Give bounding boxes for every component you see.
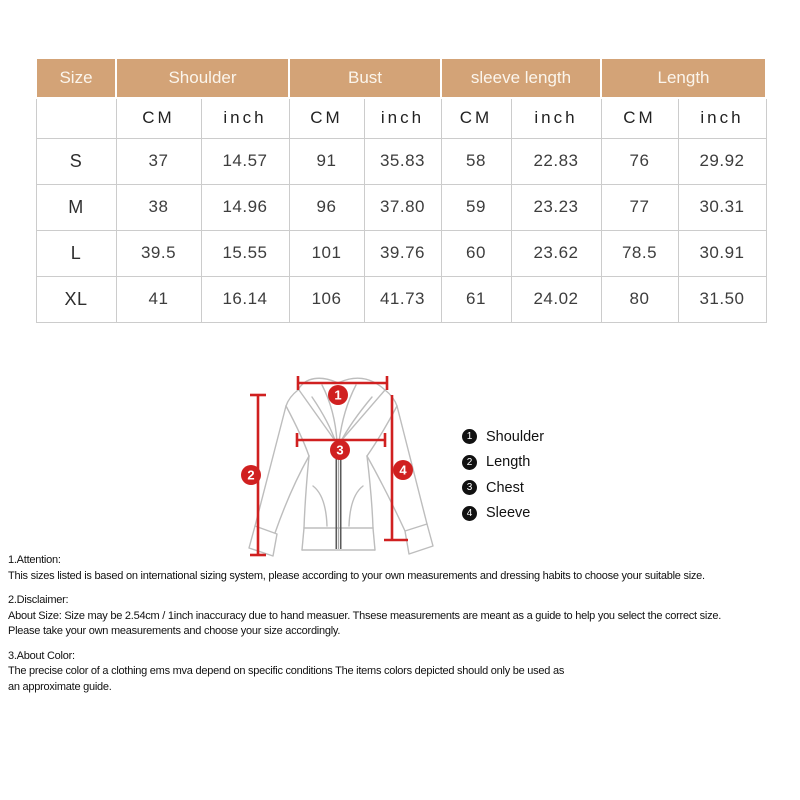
measurement-cell: 24.02 <box>511 276 601 322</box>
measurement-cell: 22.83 <box>511 138 601 184</box>
empty-corner-cell <box>36 98 116 138</box>
table-row-xl <box>36 276 766 322</box>
measurement-cell: 29.92 <box>678 138 766 184</box>
measurement-cell: 80 <box>601 276 678 322</box>
measurement-cell: 77 <box>601 184 678 230</box>
table-group-header-row <box>36 58 766 98</box>
unit-header: CM <box>116 98 201 138</box>
legend-number-1-icon: 1 <box>462 429 477 444</box>
measurement-cell: 14.57 <box>201 138 289 184</box>
size-cell: L <box>36 230 116 276</box>
measurement-cell: 91 <box>289 138 364 184</box>
note-about-color <box>8 649 800 696</box>
table-unit-header-row <box>36 98 766 138</box>
measurement-cell: 30.31 <box>678 184 766 230</box>
measurement-cell: 58 <box>441 138 511 184</box>
marker-1-number: 1 <box>334 387 342 403</box>
measurement-cell: 23.23 <box>511 184 601 230</box>
measurement-cell: 41.73 <box>364 276 441 322</box>
marker-4-number: 4 <box>399 462 407 478</box>
legend-label: Shoulder <box>486 428 545 445</box>
measurement-cell: 23.62 <box>511 230 601 276</box>
unit-header: CM <box>441 98 511 138</box>
measurement-cell: 101 <box>289 230 364 276</box>
legend-item-chest <box>462 475 544 501</box>
table-row-m <box>36 184 766 230</box>
group-header-length: Length <box>601 58 766 98</box>
legend-number-3-icon: 3 <box>462 480 477 495</box>
legend-item-sleeve <box>462 501 544 527</box>
measurement-cell: 60 <box>441 230 511 276</box>
legend-item-shoulder <box>462 424 544 450</box>
measurement-cell: 76 <box>601 138 678 184</box>
note-about-color-heading: 3.About Color: <box>8 649 75 662</box>
unit-header: CM <box>601 98 678 138</box>
legend-label: Sleeve <box>486 505 531 522</box>
jacket-diagram <box>225 368 455 573</box>
measurement-cell: 61 <box>441 276 511 322</box>
marker-3-number: 3 <box>336 442 344 458</box>
note-disclaimer-heading: 2.Disclaimer: <box>8 594 69 606</box>
measurement-cell: 14.96 <box>201 184 289 230</box>
unit-header: inch <box>511 98 601 138</box>
unit-header: CM <box>289 98 364 138</box>
unit-header: inch <box>678 98 766 138</box>
size-cell: M <box>36 184 116 230</box>
group-header-sleeve-length: sleeve length <box>441 58 601 98</box>
note-disclaimer-text: Please take your own measurements and choose your size accordingly. <box>8 625 341 637</box>
note-about-color-text: an approximate guide. <box>8 680 112 693</box>
note-attention <box>8 553 800 584</box>
measurement-cell: 96 <box>289 184 364 230</box>
legend-label: Length <box>486 454 531 471</box>
note-about-color-text: The precise color of a clothing ems mva depend on specific conditions The items colors depicted should only be used as <box>8 665 565 677</box>
unit-header: inch <box>364 98 441 138</box>
size-chart-table <box>35 57 767 323</box>
table-row-s <box>36 138 766 184</box>
legend-number-2-icon: 2 <box>462 455 477 470</box>
measurement-cell: 35.83 <box>364 138 441 184</box>
measurement-cell: 37.80 <box>364 184 441 230</box>
measurement-cell: 16.14 <box>201 276 289 322</box>
notes-section <box>8 553 800 704</box>
group-header-shoulder: Shoulder <box>116 58 289 98</box>
measurement-cell: 106 <box>289 276 364 322</box>
note-disclaimer-text: About Size: Size may be 2.54cm / 1inch inaccuracy due to hand measuer. Thsese measurements are meant as a guide to help you select the correct size. <box>8 609 722 622</box>
note-attention-text: This sizes listed is based on international sizing system, please according to your own measurements and dressing habits to choose your suitable size. <box>8 569 705 582</box>
size-cell: S <box>36 138 116 184</box>
measurement-cell: 59 <box>441 184 511 230</box>
measurement-cell: 39.5 <box>116 230 201 276</box>
legend-item-length <box>462 450 544 476</box>
measurement-cell: 37 <box>116 138 201 184</box>
measurement-legend <box>462 424 544 526</box>
measurement-cell: 31.50 <box>678 276 766 322</box>
measurement-cell: 78.5 <box>601 230 678 276</box>
group-header-bust: Bust <box>289 58 441 98</box>
note-disclaimer <box>8 593 800 640</box>
legend-number-4-icon: 4 <box>462 506 477 521</box>
size-table-section <box>35 57 765 323</box>
measurement-cell: 30.91 <box>678 230 766 276</box>
measurement-cell: 38 <box>116 184 201 230</box>
table-row-l <box>36 230 766 276</box>
measurement-cell: 41 <box>116 276 201 322</box>
measurement-cell: 39.76 <box>364 230 441 276</box>
measurement-cell: 15.55 <box>201 230 289 276</box>
size-cell: XL <box>36 276 116 322</box>
size-column-header: Size <box>36 58 116 98</box>
note-attention-heading: 1.Attention: <box>8 554 61 566</box>
legend-label: Chest <box>486 479 524 496</box>
marker-2-number: 2 <box>247 467 255 483</box>
unit-header: inch <box>201 98 289 138</box>
